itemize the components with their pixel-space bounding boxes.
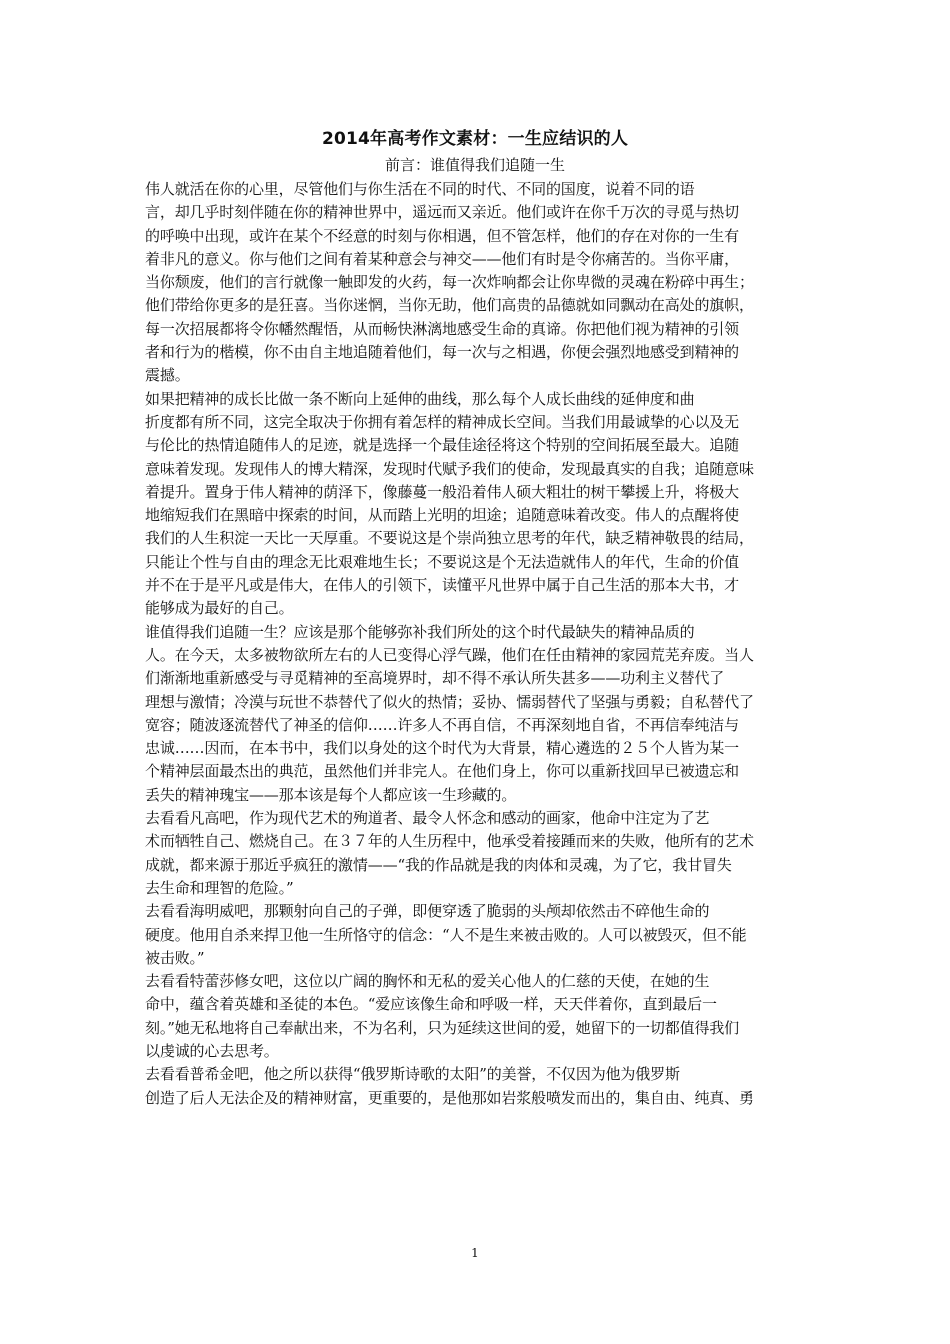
paragraph-line: 命中，蕴含着英雄和圣徒的本色。“爱应该像生命和呼吸一样，天天伴着你，直到最后一 [145,995,717,1014]
paragraph-line: 去看看海明威吧，那颗射向自己的子弹，即便穿透了脆弱的头颅却依然击不碎他生命的 [145,902,710,921]
paragraph [145,970,810,1063]
paragraph-line: 术而牺牲自己、燃烧自己。在３７年的人生历程中，他承受着接踵而来的失败，他所有的艺术 [145,832,754,851]
page-number: 1 [471,1246,479,1260]
paragraph-line: 丢失的精神瑰宝——那本该是每个人都应该一生珍藏的。 [145,785,517,804]
document-body [145,178,810,1110]
paragraph-line: 能够成为最好的自己。 [145,599,294,618]
paragraph-line: 的呼唤中出现，或许在某个不经意的时刻与你相遇，但不管怎样，他们的存在对你的一生有 [145,226,740,245]
paragraph [145,900,810,970]
paragraph [145,807,810,900]
paragraph-line: 硬度。他用自杀来捍卫他一生所恪守的信念：“人不是生来被击败的。人可以被毁灭，但不能 [145,925,747,944]
paragraph-line: 伟人就活在你的心里，尽管他们与你生活在不同的时代、不同的国度，说着不同的语 [145,180,695,198]
paragraph-line: 如果把精神的成长比做一条不断向上延伸的曲线，那么每个人成长曲线的延伸度和曲 [145,389,695,408]
paragraph-line: 意味着发现。发现伟人的博大精深，发现时代赋予我们的使命，发现最真实的自我；追随意味 [145,459,754,478]
paragraph [145,621,810,807]
paragraph-line: 去看看特蕾莎修女吧，这位以广阔的胸怀和无私的爱关心他人的仁慈的天使，在她的生 [145,972,710,991]
paragraph-line: 只能让个性与自由的理念无比艰难地生长；不要说这是个无法造就伟人的年代，生命的价值 [145,552,740,571]
paragraph [145,388,810,621]
paragraph [145,178,810,388]
paragraph-line: 忠诚……因而，在本书中，我们以身处的这个时代为大背景，精心遴选的２５个人皆为某一 [145,739,740,758]
paragraph-line: 去看看普希金吧，他之所以获得“俄罗斯诗歌的太阳”的美誉，不仅因为他为俄罗斯 [145,1065,680,1084]
paragraph-line: 着非凡的意义。你与他们之间有着某种意会与神交——他们有时是令你痛苦的。当你平庸， [145,249,740,268]
paragraph-line: 宽容；随波逐流替代了神圣的信仰……许多人不再自信，不再深刻地自省，不再信奉纯洁与 [145,715,740,734]
paragraph-line: 理想与激情；冷漠与玩世不恭替代了似火的热情；妥协、懦弱替代了坚强与勇毅；自私替代了 [145,692,754,711]
paragraph-line: 言，却几乎时刻伴随在你的精神世界中，遥远而又亲近。他们或许在你千万次的寻觅与热切 [145,203,740,222]
paragraph-line: 地缩短我们在黑暗中探索的时间，从而踏上光明的坦途；追随意味着改变。伟人的点醒将使 [145,506,740,525]
paragraph-line: 当你颓废，他们的言行就像一触即发的火药，每一次炸响都会让你卑微的灵魂在粉碎中再生； [145,273,754,292]
paragraph-line: 并不在于是平凡或是伟大，在伟人的引领下，读懂平凡世界中属于自己生活的那本大书，才 [145,576,740,595]
paragraph-line: 者和行为的楷模，你不由自主地追随着他们，每一次与之相遇，你便会强烈地感受到精神的 [145,343,740,362]
document-subtitle: 前言：谁值得我们追随一生 [384,156,565,174]
paragraph [145,1063,810,1110]
paragraph-line: 折度都有所不同，这完全取决于你拥有着怎样的精神成长空间。当我们用最诚挚的心以及无 [145,412,740,431]
paragraph-line: 他们带给你更多的是狂喜。当你迷惘，当你无助，他们高贵的品德就如同飘动在高处的旗帜， [145,296,754,315]
paragraph-line: 谁值得我们追随一生？应该是那个能够弥补我们所处的这个时代最缺失的精神品质的 [145,622,695,641]
paragraph-line: 着提升。置身于伟人精神的荫泽下，像藤蔓一般沿着伟人硕大粗壮的树干攀援上升，将极大 [145,482,740,501]
paragraph-line: 个精神层面最杰出的典范，虽然他们并非完人。在他们身上，你可以重新找回早已被遗忘和 [145,762,740,781]
paragraph-line: 去看看凡高吧，作为现代艺术的殉道者、最令人怀念和感动的画家，他命中注定为了艺 [145,809,710,828]
paragraph-line: 刻。”她无私地将自己奉献出来，不为名利，只为延续这世间的爱，她留下的一切都值得我们 [145,1018,740,1037]
paragraph-line: 与伦比的热情追随伟人的足迹，就是选择一个最佳途径将这个特别的空间拓展至最大。追随 [145,436,740,455]
document-title: 2014年高考作文素材：一生应结识的人 [321,129,629,149]
paragraph-line: 去生命和理智的危险。” [145,878,294,897]
paragraph-line: 震撼。 [145,366,190,385]
paragraph-line: 每一次招展都将令你幡然醒悟，从而畅快淋漓地感受生命的真谛。你把他们视为精神的引领 [145,319,740,338]
paragraph-line: 们渐渐地重新感受与寻觅精神的至高境界时，却不得不承认所失甚多——功利主义替代了 [145,669,725,688]
paragraph-line: 我们的人生积淀一天比一天厚重。不要说这是个崇尚独立思考的年代，缺乏精神敬畏的结局， [145,529,754,548]
paragraph-line: 人。在今天，太多被物欲所左右的人已变得心浮气躁，他们在任由精神的家园荒芜弃废。当人 [145,645,754,664]
paragraph-line: 成就，都来源于那近乎疯狂的激情——“我的作品就是我的肉体和灵魂，为了它，我甘冒失 [145,855,732,874]
paragraph-line: 以虔诚的心去思考。 [145,1041,279,1060]
paragraph-line: 创造了后人无法企及的精神财富，更重要的，是他那如岩浆般喷发而出的，集自由、纯真、勇 [145,1088,754,1107]
paragraph-line: 被击败。” [145,948,205,967]
